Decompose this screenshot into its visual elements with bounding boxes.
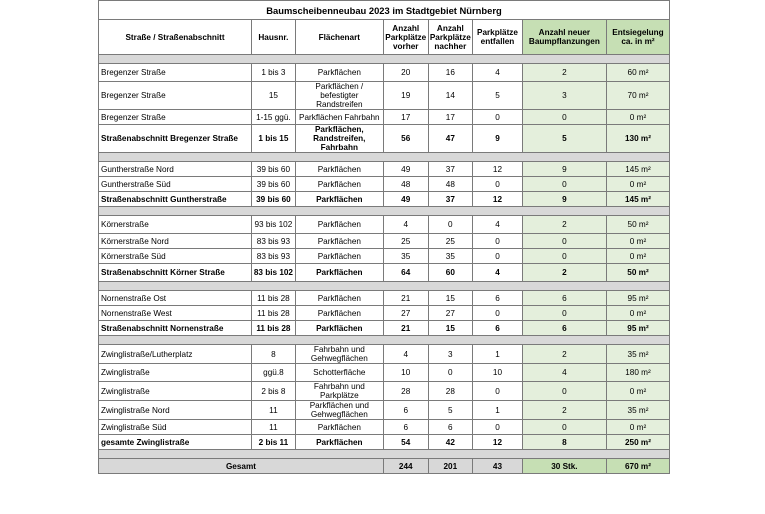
table-row xyxy=(99,364,670,382)
cell-before: 54 xyxy=(383,435,428,450)
table-row xyxy=(99,177,670,192)
cell-after: 47 xyxy=(428,125,473,153)
cell-after: 48 xyxy=(428,177,473,192)
total-lost: 43 xyxy=(473,459,523,474)
cell-unsealing: 35 m² xyxy=(606,401,669,420)
cell-unsealing: 0 m² xyxy=(606,249,669,264)
total-row xyxy=(99,459,670,474)
table-title: Baumscheibenneubau 2023 im Stadtgebiet Nürnberg xyxy=(99,1,670,20)
table-container xyxy=(98,0,670,474)
table-row xyxy=(99,345,670,364)
cell-lost: 6 xyxy=(473,291,523,306)
table-row xyxy=(99,234,670,249)
cell-unsealing: 0 m² xyxy=(606,306,669,321)
cell-trees: 9 xyxy=(522,162,606,177)
cell-street: Straßenabschnitt Bregenzer Straße xyxy=(99,125,252,153)
cell-trees: 6 xyxy=(522,321,606,336)
cell-before: 6 xyxy=(383,401,428,420)
cell-street: Zwinglistraße/Lutherplatz xyxy=(99,345,252,364)
cell-unsealing: 180 m² xyxy=(606,364,669,382)
cell-unsealing: 50 m² xyxy=(606,264,669,282)
cell-before: 64 xyxy=(383,264,428,282)
total-label: Gesamt xyxy=(99,459,384,474)
cell-number: 8 xyxy=(252,345,296,364)
cell-area: Parkflächen xyxy=(295,321,383,336)
table-row xyxy=(99,110,670,125)
cell-lost: 0 xyxy=(473,382,523,401)
cell-unsealing: 70 m² xyxy=(606,82,669,110)
cell-after: 5 xyxy=(428,401,473,420)
cell-unsealing: 0 m² xyxy=(606,110,669,125)
cell-street: Zwinglistraße xyxy=(99,382,252,401)
tree-planting-table xyxy=(98,0,670,474)
cell-number: 83 bis 93 xyxy=(252,234,296,249)
cell-before: 49 xyxy=(383,162,428,177)
cell-street: gesamte Zwinglistraße xyxy=(99,435,252,450)
table-row xyxy=(99,382,670,401)
cell-lost: 4 xyxy=(473,216,523,234)
cell-trees: 2 xyxy=(522,216,606,234)
cell-number: 83 bis 102 xyxy=(252,264,296,282)
spacer-cell xyxy=(99,450,670,459)
cell-area: Parkflächen Fahrbahn xyxy=(295,110,383,125)
cell-unsealing: 145 m² xyxy=(606,192,669,207)
cell-number: 39 bis 60 xyxy=(252,162,296,177)
table-row xyxy=(99,64,670,82)
cell-lost: 10 xyxy=(473,364,523,382)
cell-lost: 12 xyxy=(473,435,523,450)
table-row xyxy=(99,162,670,177)
spacer-cell xyxy=(99,282,670,291)
cell-lost: 0 xyxy=(473,177,523,192)
cell-lost: 1 xyxy=(473,345,523,364)
cell-street: Straßenabschnitt Guntherstraße xyxy=(99,192,252,207)
cell-lost: 12 xyxy=(473,162,523,177)
cell-unsealing: 95 m² xyxy=(606,291,669,306)
table-row-subtotal xyxy=(99,264,670,282)
cell-number: 2 bis 11 xyxy=(252,435,296,450)
cell-number: 2 bis 8 xyxy=(252,382,296,401)
cell-area: Parkflächen xyxy=(295,249,383,264)
cell-area: Fahrbahn und Gehwegflächen xyxy=(295,345,383,364)
header-before: Anzahl Parkplätze vorher xyxy=(383,20,428,55)
cell-unsealing: 0 m² xyxy=(606,234,669,249)
cell-unsealing: 0 m² xyxy=(606,382,669,401)
cell-unsealing: 250 m² xyxy=(606,435,669,450)
header-lost: Parkplätze entfallen xyxy=(473,20,523,55)
cell-before: 17 xyxy=(383,110,428,125)
cell-street: Straßenabschnitt Körner Straße xyxy=(99,264,252,282)
cell-street: Zwinglistraße Süd xyxy=(99,420,252,435)
group-spacer xyxy=(99,153,670,162)
cell-unsealing: 35 m² xyxy=(606,345,669,364)
table-row xyxy=(99,249,670,264)
cell-street: Bregenzer Straße xyxy=(99,64,252,82)
cell-area: Parkflächen / befestigter Randstreifen xyxy=(295,82,383,110)
cell-trees: 2 xyxy=(522,401,606,420)
cell-number: 15 xyxy=(252,82,296,110)
table-row-subtotal xyxy=(99,435,670,450)
cell-after: 17 xyxy=(428,110,473,125)
title-row xyxy=(99,1,670,20)
cell-trees: 8 xyxy=(522,435,606,450)
cell-lost: 9 xyxy=(473,125,523,153)
cell-street: Zwinglistraße xyxy=(99,364,252,382)
cell-after: 35 xyxy=(428,249,473,264)
cell-unsealing: 60 m² xyxy=(606,64,669,82)
cell-trees: 2 xyxy=(522,345,606,364)
cell-before: 56 xyxy=(383,125,428,153)
cell-lost: 0 xyxy=(473,110,523,125)
cell-before: 28 xyxy=(383,382,428,401)
cell-number: 11 xyxy=(252,401,296,420)
cell-street: Guntherstraße Nord xyxy=(99,162,252,177)
cell-number: 11 bis 28 xyxy=(252,321,296,336)
cell-before: 35 xyxy=(383,249,428,264)
total-before: 244 xyxy=(383,459,428,474)
header-number: Hausnr. xyxy=(252,20,296,55)
cell-number: 1-15 ggü. xyxy=(252,110,296,125)
cell-lost: 1 xyxy=(473,401,523,420)
cell-trees: 6 xyxy=(522,291,606,306)
cell-trees: 0 xyxy=(522,382,606,401)
header-area: Flächenart xyxy=(295,20,383,55)
cell-trees: 4 xyxy=(522,364,606,382)
cell-area: Parkflächen xyxy=(295,420,383,435)
cell-after: 28 xyxy=(428,382,473,401)
cell-area: Parkflächen, Randstreifen, Fahrbahn xyxy=(295,125,383,153)
cell-lost: 6 xyxy=(473,321,523,336)
cell-area: Schotterfläche xyxy=(295,364,383,382)
table-row xyxy=(99,216,670,234)
cell-trees: 0 xyxy=(522,177,606,192)
cell-street: Nornenstraße West xyxy=(99,306,252,321)
cell-unsealing: 145 m² xyxy=(606,162,669,177)
cell-unsealing: 130 m² xyxy=(606,125,669,153)
table-row xyxy=(99,306,670,321)
cell-number: 83 bis 93 xyxy=(252,249,296,264)
cell-number: 11 bis 28 xyxy=(252,306,296,321)
cell-street: Straßenabschnitt Nornenstraße xyxy=(99,321,252,336)
cell-street: Bregenzer Straße xyxy=(99,82,252,110)
cell-before: 21 xyxy=(383,291,428,306)
cell-unsealing: 0 m² xyxy=(606,177,669,192)
table-row xyxy=(99,420,670,435)
cell-unsealing: 0 m² xyxy=(606,420,669,435)
cell-street: Nornenstraße Ost xyxy=(99,291,252,306)
cell-lost: 0 xyxy=(473,420,523,435)
cell-area: Parkflächen xyxy=(295,216,383,234)
cell-street: Guntherstraße Süd xyxy=(99,177,252,192)
cell-number: 1 bis 3 xyxy=(252,64,296,82)
spacer-cell xyxy=(99,207,670,216)
cell-area: Parkflächen xyxy=(295,177,383,192)
cell-before: 49 xyxy=(383,192,428,207)
cell-area: Parkflächen xyxy=(295,435,383,450)
cell-area: Parkflächen xyxy=(295,162,383,177)
cell-before: 4 xyxy=(383,216,428,234)
cell-area: Parkflächen xyxy=(295,306,383,321)
cell-number: 11 bis 28 xyxy=(252,291,296,306)
header-after: Anzahl Parkplätze nachher xyxy=(428,20,473,55)
header-street: Straße / Straßenabschnitt xyxy=(99,20,252,55)
table-row-subtotal xyxy=(99,192,670,207)
cell-lost: 12 xyxy=(473,192,523,207)
table-row xyxy=(99,291,670,306)
cell-before: 4 xyxy=(383,345,428,364)
cell-area: Parkflächen xyxy=(295,192,383,207)
cell-trees: 0 xyxy=(522,249,606,264)
cell-after: 0 xyxy=(428,216,473,234)
cell-after: 27 xyxy=(428,306,473,321)
cell-area: Parkflächen xyxy=(295,234,383,249)
table-row-subtotal xyxy=(99,125,670,153)
cell-after: 37 xyxy=(428,192,473,207)
cell-street: Zwinglistraße Nord xyxy=(99,401,252,420)
cell-trees: 0 xyxy=(522,306,606,321)
cell-after: 6 xyxy=(428,420,473,435)
cell-lost: 0 xyxy=(473,249,523,264)
group-spacer xyxy=(99,336,670,345)
cell-lost: 4 xyxy=(473,264,523,282)
cell-trees: 0 xyxy=(522,420,606,435)
cell-area: Parkflächen xyxy=(295,264,383,282)
cell-street: Bregenzer Straße xyxy=(99,110,252,125)
group-spacer xyxy=(99,55,670,64)
cell-after: 3 xyxy=(428,345,473,364)
group-spacer xyxy=(99,450,670,459)
cell-unsealing: 50 m² xyxy=(606,216,669,234)
cell-after: 14 xyxy=(428,82,473,110)
cell-area: Parkflächen und Gehwegflächen xyxy=(295,401,383,420)
header-row xyxy=(99,20,670,55)
cell-after: 0 xyxy=(428,364,473,382)
group-spacer xyxy=(99,282,670,291)
cell-trees: 0 xyxy=(522,110,606,125)
cell-before: 20 xyxy=(383,64,428,82)
cell-street: Körnerstraße xyxy=(99,216,252,234)
table-row xyxy=(99,82,670,110)
cell-number: 1 bis 15 xyxy=(252,125,296,153)
cell-before: 6 xyxy=(383,420,428,435)
spacer-cell xyxy=(99,55,670,64)
cell-trees: 0 xyxy=(522,234,606,249)
total-unsealing: 670 m² xyxy=(606,459,669,474)
header-trees: Anzahl neuer Baumpflanzungen xyxy=(522,20,606,55)
spacer-cell xyxy=(99,153,670,162)
cell-lost: 4 xyxy=(473,64,523,82)
cell-number: ggü.8 xyxy=(252,364,296,382)
cell-trees: 5 xyxy=(522,125,606,153)
cell-number: 93 bis 102 xyxy=(252,216,296,234)
cell-lost: 0 xyxy=(473,234,523,249)
cell-before: 25 xyxy=(383,234,428,249)
cell-area: Fahrbahn und Parkplätze xyxy=(295,382,383,401)
table-row-subtotal xyxy=(99,321,670,336)
group-spacer xyxy=(99,207,670,216)
cell-after: 16 xyxy=(428,64,473,82)
cell-lost: 5 xyxy=(473,82,523,110)
cell-lost: 0 xyxy=(473,306,523,321)
cell-area: Parkflächen xyxy=(295,64,383,82)
cell-number: 39 bis 60 xyxy=(252,192,296,207)
cell-trees: 2 xyxy=(522,64,606,82)
cell-unsealing: 95 m² xyxy=(606,321,669,336)
cell-before: 48 xyxy=(383,177,428,192)
cell-street: Körnerstraße Süd xyxy=(99,249,252,264)
cell-before: 10 xyxy=(383,364,428,382)
spacer-cell xyxy=(99,336,670,345)
header-unsealing: Entsiegelung ca. in m² xyxy=(606,20,669,55)
cell-before: 27 xyxy=(383,306,428,321)
cell-number: 11 xyxy=(252,420,296,435)
cell-before: 21 xyxy=(383,321,428,336)
cell-after: 37 xyxy=(428,162,473,177)
cell-after: 42 xyxy=(428,435,473,450)
cell-trees: 2 xyxy=(522,264,606,282)
cell-area: Parkflächen xyxy=(295,291,383,306)
table-row xyxy=(99,401,670,420)
cell-after: 15 xyxy=(428,321,473,336)
cell-after: 25 xyxy=(428,234,473,249)
cell-number: 39 bis 60 xyxy=(252,177,296,192)
cell-after: 60 xyxy=(428,264,473,282)
cell-trees: 9 xyxy=(522,192,606,207)
cell-street: Körnerstraße Nord xyxy=(99,234,252,249)
cell-trees: 3 xyxy=(522,82,606,110)
cell-after: 15 xyxy=(428,291,473,306)
cell-before: 19 xyxy=(383,82,428,110)
total-after: 201 xyxy=(428,459,473,474)
total-trees: 30 Stk. xyxy=(522,459,606,474)
